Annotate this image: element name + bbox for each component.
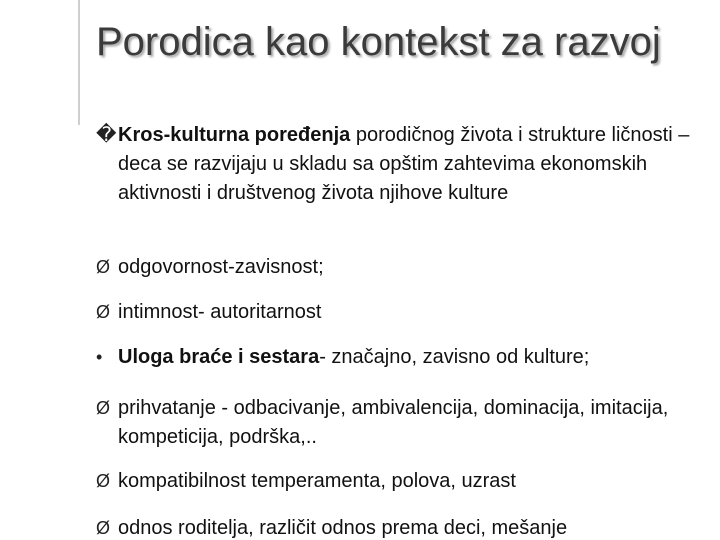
list-item [96, 514, 696, 540]
list-item [96, 121, 696, 208]
square-bullet-icon: � [96, 124, 117, 146]
slide-title: Porodica kao kontekst za razvoj [96, 20, 661, 64]
title-accent-rule [78, 0, 80, 125]
item-bold-label: Uloga braće i sestara [118, 346, 320, 368]
arrow-bullet-icon: Ø [96, 471, 111, 491]
list-item [96, 394, 696, 452]
item-text: kompatibilnost temperamenta, polova, uzrast [118, 470, 516, 492]
list-item [96, 253, 696, 282]
list-item [96, 467, 696, 496]
item-text: intimnost- autoritarnost [118, 301, 322, 323]
item-text: prihvatanje - odbacivanje, ambivalencija, dominacija, imitacija, kompeticija, podrška,.. [118, 397, 669, 448]
arrow-bullet-icon: Ø [96, 257, 111, 277]
dot-bullet-icon: • [96, 347, 103, 367]
item-text: odgovornost-zavisnost; [118, 256, 324, 278]
arrow-bullet-icon: Ø [96, 398, 111, 418]
item-text: - značajno, zavisno od kulture; [319, 346, 590, 368]
list-item [96, 343, 696, 372]
arrow-bullet-icon: Ø [96, 302, 111, 322]
item-text: odnos roditelja, različit odnos prema deci, mešanje [118, 517, 568, 539]
arrow-bullet-icon: Ø [96, 518, 111, 538]
item-text: porodičnog života i strukture ličnosti – deca se razvijaju u skladu sa opštim zahtevima ekonomskih aktivnosti i društvenog života njihove kulture [118, 124, 690, 204]
item-bold-label: Kros-kulturna poređenja [118, 124, 351, 146]
list-item [96, 298, 696, 327]
